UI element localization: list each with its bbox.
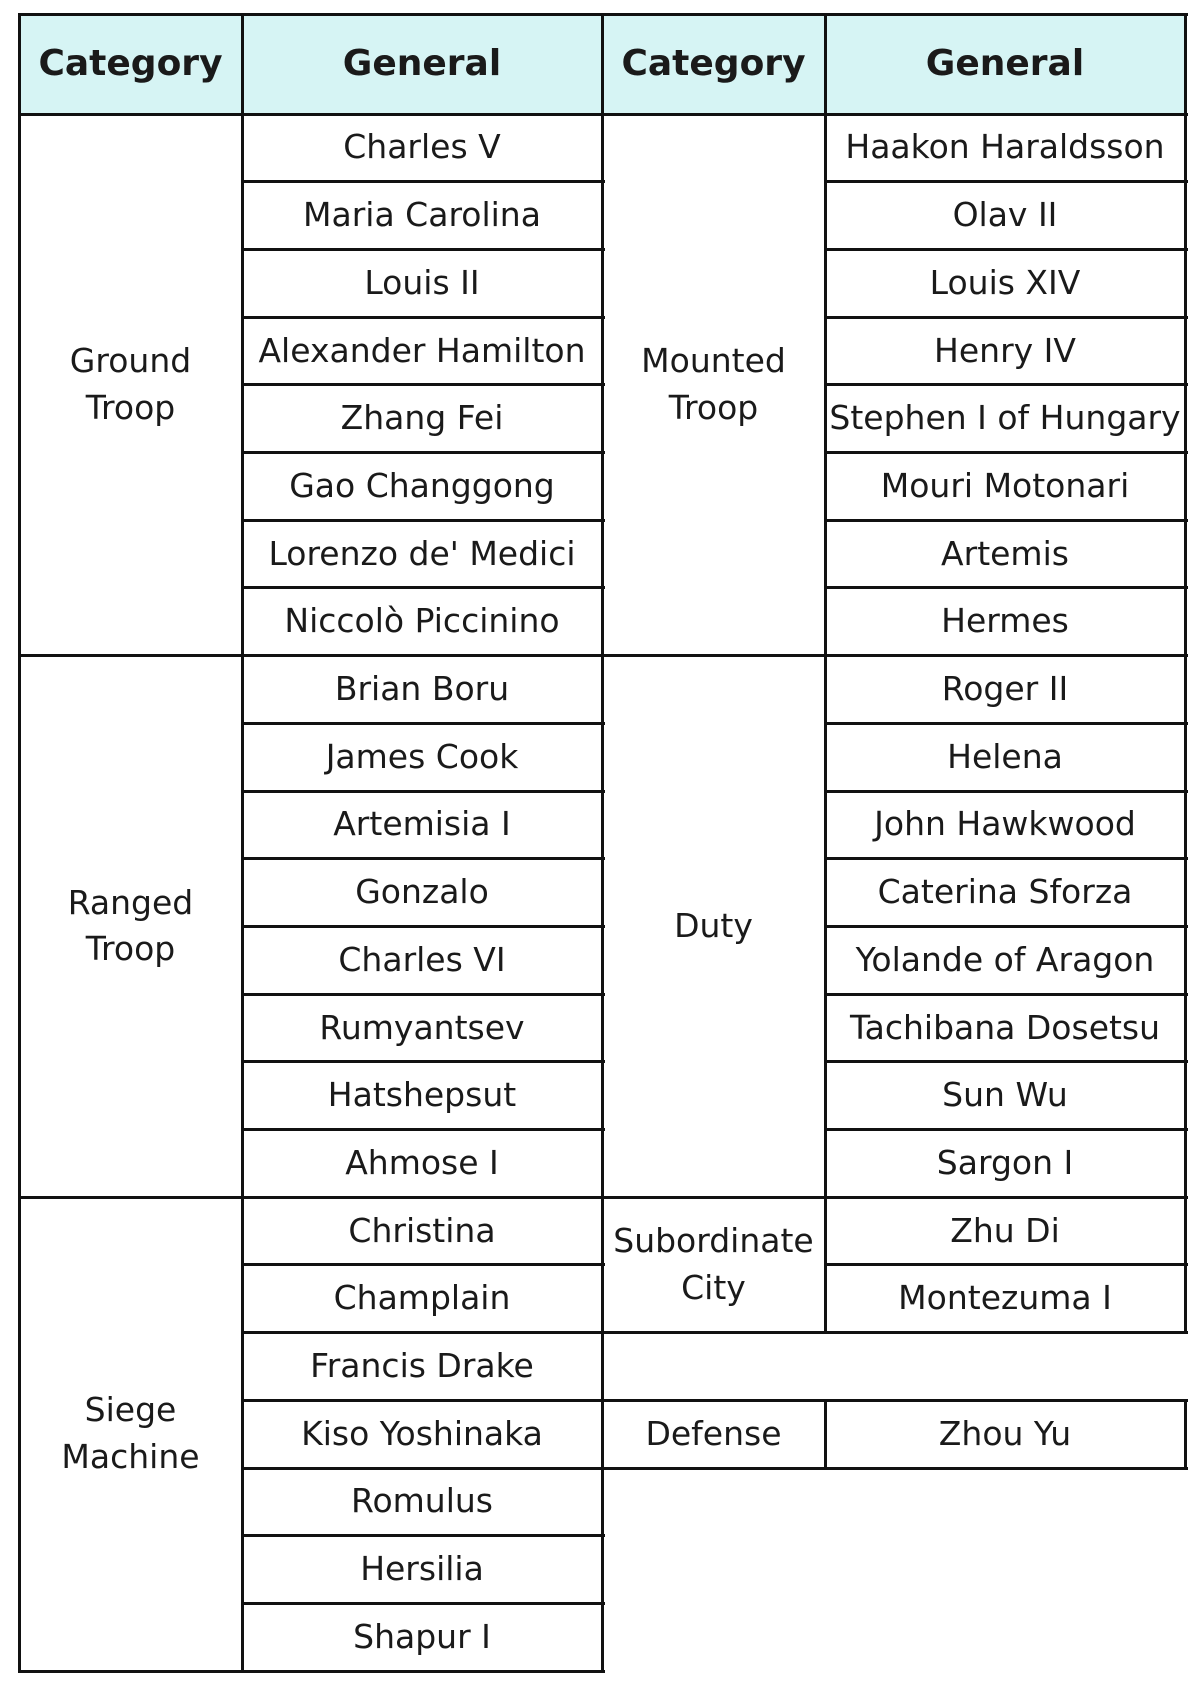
row-border [242, 1331, 605, 1334]
general-name: Stephen I of Hungary [829, 398, 1181, 438]
general-name: Olav II [952, 195, 1058, 235]
general-name: Niccolò Piccinino [284, 601, 560, 641]
general-name: Hermes [941, 601, 1069, 641]
row-border [242, 451, 605, 454]
row-border [825, 586, 1188, 589]
row-border [19, 1196, 245, 1199]
general-name: Hatshepsut [327, 1075, 517, 1115]
row-border [242, 248, 605, 251]
general-name: Alexander Hamilton [258, 330, 586, 370]
row-border [602, 1196, 828, 1199]
general-name: Yolande of Aragon [855, 939, 1155, 979]
row-border [825, 925, 1188, 928]
general-name: Rumyantsev [319, 1007, 525, 1047]
column-border [241, 13, 244, 1673]
general-name: Louis II [364, 262, 480, 302]
row-border [242, 857, 605, 860]
general-name: Lorenzo de' Medici [268, 533, 576, 573]
category-cell: Duty [674, 905, 753, 945]
row-border [825, 180, 1188, 183]
row-border [242, 316, 605, 319]
category-cell: Subordinate City [613, 1221, 814, 1307]
row-border [825, 1399, 1188, 1402]
general-name: Roger II [941, 669, 1069, 708]
row-border [825, 1263, 1188, 1266]
general-name: Charles V [343, 127, 501, 167]
row-border [602, 1467, 828, 1470]
general-name: Montezuma I [898, 1278, 1112, 1318]
row-border [242, 1399, 605, 1402]
row-border [825, 1196, 1188, 1199]
row-border [242, 586, 605, 589]
row-border [825, 722, 1188, 725]
column-border [824, 13, 827, 1335]
row-border [242, 1060, 605, 1063]
row-border [242, 1670, 605, 1673]
row-border [19, 1670, 245, 1673]
row-border [825, 1060, 1188, 1063]
general-name: Helena [947, 736, 1063, 776]
row-border [242, 1128, 605, 1131]
row-border [242, 1602, 605, 1605]
general-name: Champlain [333, 1278, 511, 1318]
row-border [602, 654, 828, 657]
general-name: Artemisia I [333, 804, 511, 844]
row-border [242, 654, 605, 657]
row-border [242, 1263, 605, 1266]
column-border [18, 13, 21, 1673]
row-border [825, 383, 1188, 386]
general-name: Artemis [941, 533, 1069, 573]
general-name: Ahmose I [345, 1142, 499, 1182]
general-name: Henry IV [934, 330, 1076, 370]
general-name: Maria Carolina [303, 195, 541, 235]
general-name: Louis XIV [929, 262, 1081, 302]
row-border [19, 13, 1188, 16]
general-name: John Hawkwood [874, 804, 1136, 844]
row-border [242, 722, 605, 725]
category-cell: Siege Machine [61, 1390, 200, 1477]
general-name: Zhou Yu [938, 1413, 1072, 1453]
general-name: Hersilia [360, 1549, 484, 1589]
row-border [825, 1128, 1188, 1131]
header-cell-category: Category [38, 43, 223, 85]
general-name: Francis Drake [310, 1346, 534, 1385]
row-border [825, 857, 1188, 860]
row-border [19, 113, 1188, 116]
row-border [19, 654, 245, 657]
row-border [602, 1331, 828, 1334]
general-name: Gonzalo [355, 872, 489, 912]
category-cell: Mounted Troop [641, 340, 786, 427]
general-name: James Cook [325, 736, 519, 776]
general-name: Romulus [351, 1481, 493, 1521]
row-border [242, 1467, 605, 1470]
row-border [242, 180, 605, 183]
general-name: Brian Boru [334, 669, 510, 708]
general-name: Kiso Yoshinaka [301, 1413, 543, 1453]
row-border [825, 790, 1188, 793]
row-border [602, 1399, 828, 1402]
general-name: Sun Wu [942, 1075, 1068, 1115]
category-cell: Defense [645, 1413, 782, 1453]
category-cell: Ranged Troop [67, 882, 194, 969]
row-border [242, 993, 605, 996]
column-border [824, 1399, 827, 1470]
category-cell: Ground Troop [69, 340, 192, 427]
header-cell-general: General [925, 43, 1085, 85]
column-border [824, 13, 827, 116]
general-name: Zhu Di [950, 1210, 1060, 1250]
general-name: Sargon I [936, 1142, 1074, 1182]
row-border [242, 1534, 605, 1537]
row-border [242, 790, 605, 793]
general-name: Mouri Motonari [880, 465, 1130, 505]
column-border [601, 13, 604, 1673]
general-name: Zhang Fei [340, 398, 504, 438]
header-cell-general: General [342, 43, 502, 85]
general-name: Caterina Sforza [877, 872, 1133, 912]
row-border [825, 316, 1188, 319]
row-border [825, 451, 1188, 454]
general-name: Haakon Haraldsson [845, 127, 1165, 167]
row-border [825, 654, 1188, 657]
row-border [242, 383, 605, 386]
header-cell-category: Category [621, 43, 806, 85]
row-border [825, 519, 1188, 522]
general-name: Shapur I [353, 1616, 491, 1656]
row-border [825, 1331, 1188, 1334]
column-border [1184, 1399, 1187, 1470]
general-name: Charles VI [338, 939, 506, 979]
row-border [242, 925, 605, 928]
row-border [825, 993, 1188, 996]
row-border [242, 519, 605, 522]
general-name: Tachibana Dosetsu [849, 1007, 1161, 1047]
row-border [825, 1467, 1188, 1470]
general-name: Christina [348, 1210, 496, 1250]
row-border [242, 1196, 605, 1199]
column-border [1184, 13, 1187, 1335]
general-name: Gao Changgong [289, 465, 555, 505]
row-border [825, 248, 1188, 251]
